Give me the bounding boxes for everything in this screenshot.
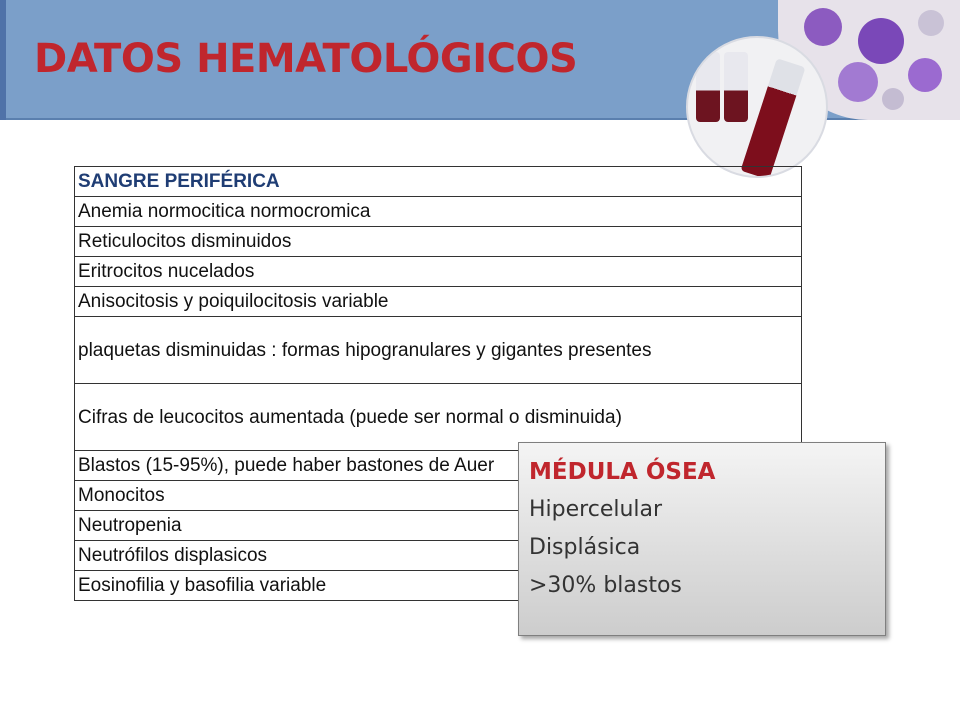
bone-marrow-callout — [518, 442, 886, 636]
table-row: Anemia normocitica normocromica — [75, 197, 802, 227]
table-row: Neutropenia — [75, 511, 802, 541]
blood-sample-tubes-icon — [686, 36, 828, 178]
table-row: Neutrófilos displasicos — [75, 541, 802, 571]
table-header: SANGRE PERIFÉRICA — [75, 167, 802, 197]
marrow-line: >30% blastos — [529, 573, 682, 598]
table-row: Cifras de leucocitos aumentada (puede ser normal o disminuida) — [75, 384, 802, 451]
table-row: Anisocitosis y poiquilocitosis variable — [75, 287, 802, 317]
table-row: Reticulocitos disminuidos — [75, 227, 802, 257]
marrow-line: Displásica — [529, 535, 641, 560]
table-row: Eritrocitos nucelados — [75, 257, 802, 287]
marrow-line: Hipercelular — [529, 497, 663, 522]
table-row: Blastos (15-95%), puede haber bastones de Auer — [75, 451, 802, 481]
marrow-title: MÉDULA ÓSEA — [529, 459, 716, 485]
table-row: plaquetas disminuidas : formas hipogranulares y gigantes presentes — [75, 317, 802, 384]
table-row: Monocitos — [75, 481, 802, 511]
slide-title: DATOS HEMATOLÓGICOS — [34, 36, 578, 82]
table-row: Eosinofilia y basofilia variable — [75, 571, 802, 601]
